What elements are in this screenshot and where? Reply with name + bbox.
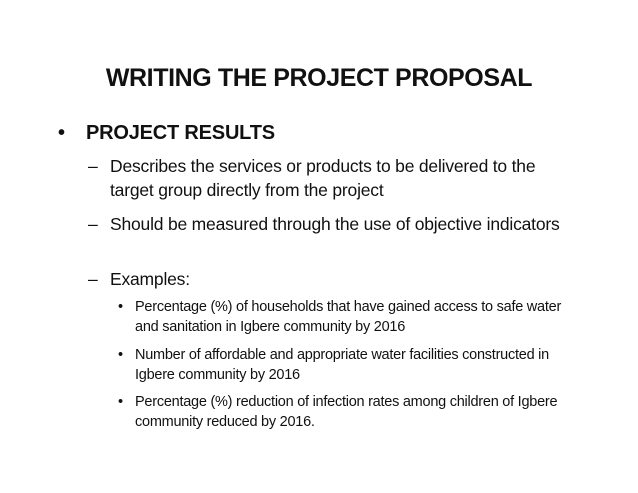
point-text: Examples: [110,269,190,289]
example-item-1 [118,297,588,337]
point-text: Should be measured through the use of objective indicators [110,214,560,234]
example-item-3 [118,392,588,432]
point-text: Describes the services or products to be delivered to the target group directly from the project [110,156,536,200]
example-text: Number of affordable and appropriate water facilities constructed in Igbere community by 2016 [135,347,549,383]
example-item-2 [118,345,588,385]
bullet-marker: • [118,347,123,363]
dash-marker: – [88,156,98,176]
heading-label: PROJECT RESULTS [86,122,275,144]
dash-marker: – [88,269,98,289]
point-item-3 [88,267,578,291]
bullet-marker: • [118,394,123,410]
example-text: Percentage (%) reduction of infection rates among children of Igbere community reduced by 2016. [135,394,558,430]
dash-marker: – [88,214,98,234]
slide-title: WRITING THE PROJECT PROPOSAL [105,64,533,92]
point-item-2 [88,212,578,236]
point-item-1 [88,154,578,202]
example-text: Percentage (%) of households that have gained access to safe water and sanitation in Igbere community by 2016 [135,299,562,335]
bullet-marker: • [58,122,65,144]
bullet-marker: • [118,299,123,315]
